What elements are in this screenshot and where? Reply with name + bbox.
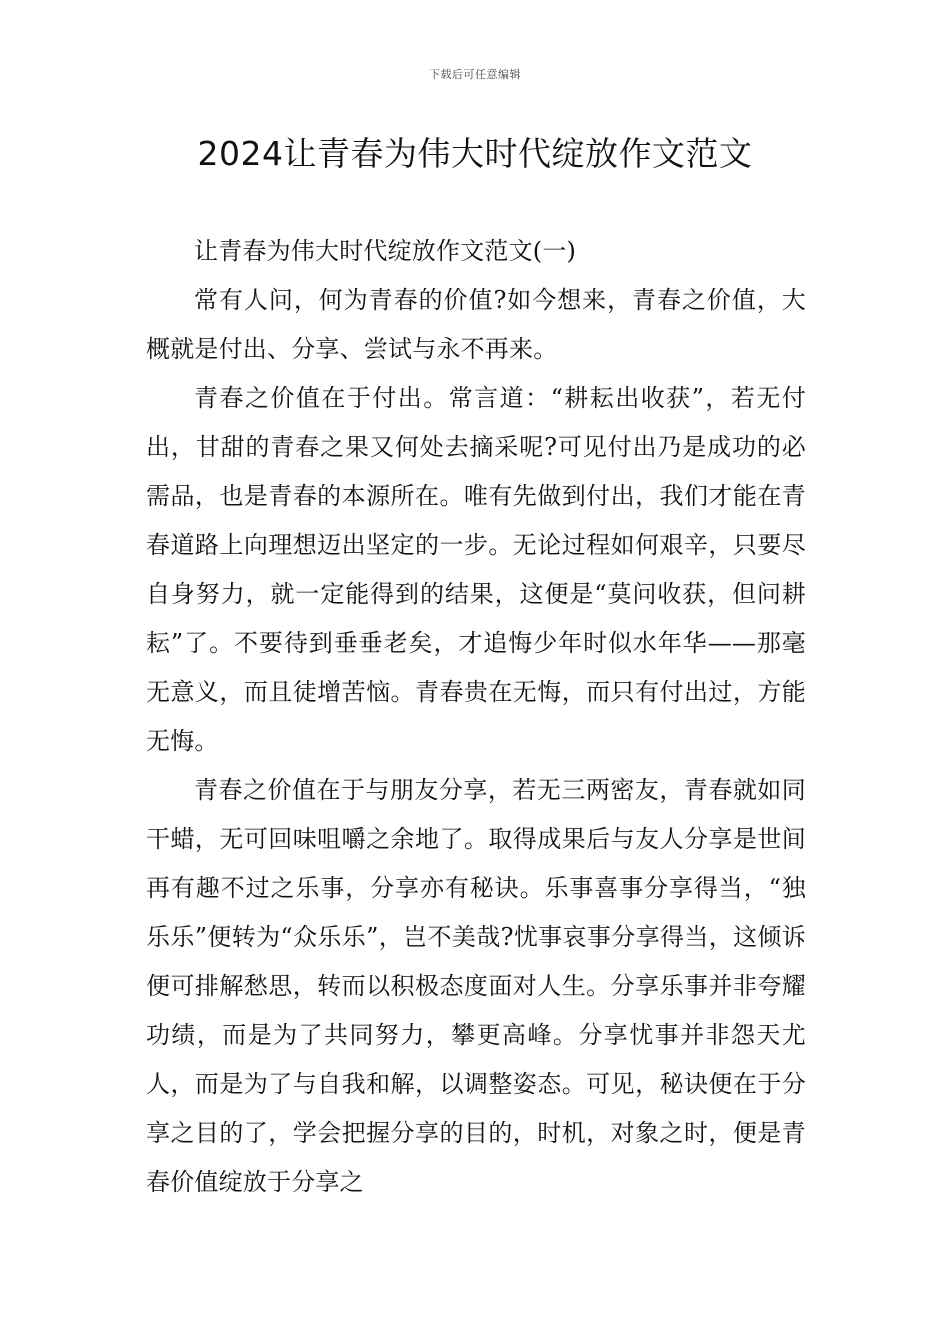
document-title: 2024让青春为伟大时代绽放作文范文 (197, 134, 753, 173)
body-paragraph: 常有人问，何为青春的价值?如今想来，青春之价值，大概就是付出、分享、尝试与永不再来。 (146, 286, 806, 363)
body-paragraph: 青春之价值在于与朋友分享，若无三两密友，青春就如同干蜡，无可回味咀嚼之余地了。取得成果后与友人分享是世间再有趣不过之乐事，分享亦有秘诀。乐事喜事分享得当，“独乐乐”便转为“众乐乐”，岂不美哉?忧事哀事分享得当，这倾诉便可排解愁思，转而以积极态度面对人生。分享乐事并非夸耀功绩，而是为了共同努力，攀更高峰。分享忧事并非怨天尤人，而是为了与自我和解，以调整姿态。可见，秘诀便在于分享之目的了，学会把握分享的目的，时机，对象之时，便是青春价值绽放于分享之 (146, 776, 806, 1196)
subtitle-paragraph: 让青春为伟大时代绽放作文范文(一) (194, 237, 577, 265)
header-note: 下载后可任意编辑 (429, 68, 521, 81)
document-body (146, 227, 806, 1207)
body-paragraph: 青春之价值在于付出。常言道：“耕耘出收获”，若无付出，甘甜的青春之果又何处去摘采呢?可见付出乃是成功的必需品，也是青春的本源所在。唯有先做到付出，我们才能在青春道路上向理想迈出坚定的一步。无论过程如何艰辛，只要尽自身努力，就一定能得到的结果，这便是“莫问收获，但问耕耘”了。不要待到垂垂老矣，才追悔少年时似水年华——那毫无意义，而且徒增苦恼。青春贵在无悔，而只有付出过，方能无悔。 (146, 384, 806, 755)
